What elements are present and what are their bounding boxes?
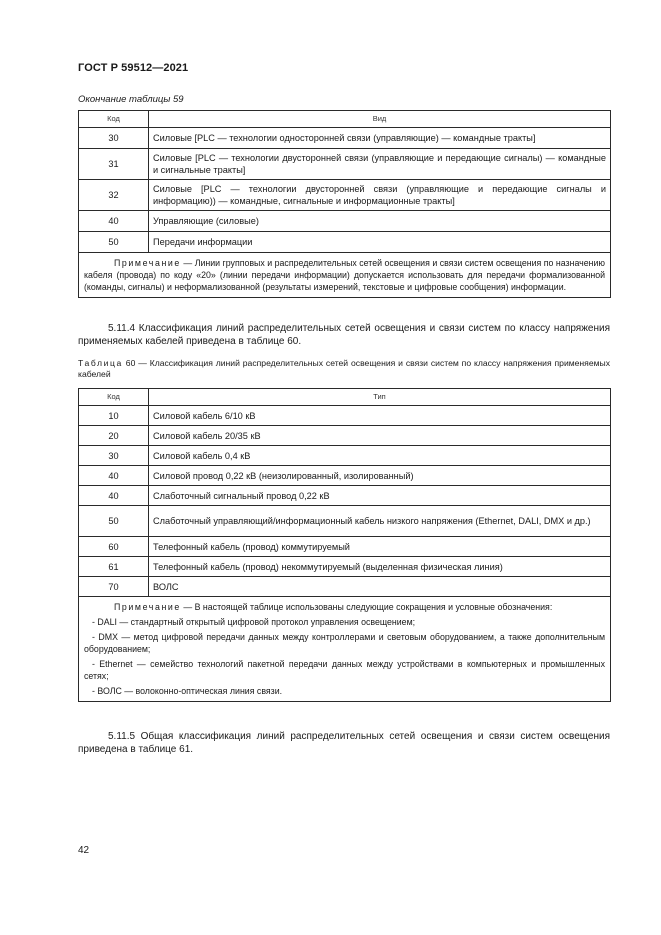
table-60-caption: [78, 358, 610, 380]
cell-code: 10: [79, 406, 149, 426]
cell-code: 31: [79, 149, 149, 180]
page-number: 42: [78, 845, 90, 856]
cell-code: 61: [79, 557, 149, 577]
table-row: [79, 446, 611, 466]
cell-code: 30: [79, 446, 149, 466]
table-row: [79, 577, 611, 597]
cell-desc: Телефонный кабель (провод) коммутируемый: [149, 537, 611, 557]
cell-code: 40: [79, 211, 149, 232]
note-label: Примечание: [114, 602, 181, 612]
note-item: - ВОЛС — волоконно-оптическая линия связи.: [92, 686, 283, 696]
table-60-note: [79, 597, 611, 702]
column-header-code: Код: [79, 389, 149, 406]
cell-desc: Силовые [PLC — технологии двусторонней связи (управляющие и передающие сигналы и информацию)) — командные, сигнальные и информационные тракты]: [149, 180, 611, 211]
table-row: [79, 537, 611, 557]
table-note-row: [79, 253, 611, 298]
table-row: [79, 211, 611, 232]
table-59-note: [79, 253, 611, 298]
cell-desc: Силовой провод 0,22 кВ (неизолированный, изолированный): [149, 466, 611, 486]
table-note-row: [79, 597, 611, 702]
column-header-code: Код: [79, 111, 149, 128]
cell-desc: Слаботочный сигнальный провод 0,22 кВ: [149, 486, 611, 506]
cell-desc: Силовые [PLC — технологии двусторонней связи (управляющие и передающие сигналы) — командные и сигнальные тракты]: [149, 149, 611, 180]
note-text: — В настоящей таблице использованы следующие сокращения и условные обозначения:: [180, 602, 553, 612]
cell-desc: Передачи информации: [149, 232, 611, 253]
note-item: - DMX — метод цифровой передачи данных между контроллерами и световым оборудованием, а также дополнительным оборудованием;: [84, 632, 605, 654]
cell-code: 70: [79, 577, 149, 597]
cell-code: 50: [79, 506, 149, 537]
table-row: [79, 128, 611, 149]
table-59: [78, 110, 611, 298]
table-row: [79, 486, 611, 506]
paragraph-5-11-4: 5.11.4 Классификация линий распределительных сетей освещения и связи систем по классу напряжения применяемых кабелей приведена в таблице 60.: [78, 323, 610, 347]
table-row: [79, 180, 611, 211]
cell-code: 20: [79, 426, 149, 446]
note-item: - DALI — стандартный открытый цифровой протокол управления освещением;: [92, 617, 416, 627]
cell-desc: Слаботочный управляющий/информационный кабель низкого напряжения (Ethernet, DALI, DMX и др.): [149, 506, 611, 537]
cell-code: 40: [79, 486, 149, 506]
table-row: [79, 406, 611, 426]
cell-code: 60: [79, 537, 149, 557]
table-header-row: [79, 389, 611, 406]
note-label: Примечание: [114, 258, 181, 268]
cell-desc: ВОЛС: [149, 577, 611, 597]
cell-desc: Силовой кабель 6/10 кВ: [149, 406, 611, 426]
document-header: ГОСТ Р 59512—2021: [78, 62, 189, 74]
cell-code: 40: [79, 466, 149, 486]
table-row: [79, 466, 611, 486]
cell-desc: Телефонный кабель (провод) некоммутируемый (выделенная физическая линия): [149, 557, 611, 577]
cell-code: 30: [79, 128, 149, 149]
table-60-caption-label: Таблица: [78, 358, 123, 368]
table-row: [79, 426, 611, 446]
note-text: — Линии групповых и распределительных сетей освещения и связи систем освещения по назначению кабеля (провода) по коду «20» (линии передачи информации) допускается использовать для передачи формализованной (команды, сигналы) и неформализованной (результаты измерений, текстовые и цифровые сообщения) информации.: [84, 258, 605, 292]
cell-code: 50: [79, 232, 149, 253]
cell-code: 32: [79, 180, 149, 211]
column-header-type: Тип: [149, 389, 611, 406]
cell-desc: Силовые [PLC — технологии односторонней связи (управляющие) — командные тракты]: [149, 128, 611, 149]
table-row: [79, 506, 611, 537]
table-60: [78, 388, 611, 702]
cell-desc: Управляющие (силовые): [149, 211, 611, 232]
cell-desc: Силовой кабель 0,4 кВ: [149, 446, 611, 466]
table-60-caption-text: 60 — Классификация линий распределительных сетей освещения и связи систем по классу напряжения применяемых кабелей: [78, 358, 610, 379]
table-header-row: [79, 111, 611, 128]
note-item: - Ethernet — семейство технологий пакетной передачи данных между устройствами в компьютерных и промышленных сетях;: [84, 659, 605, 681]
paragraph-5-11-5: 5.11.5 Общая классификация линий распределительных сетей освещения и связи систем освещения приведена в таблице 61.: [78, 731, 610, 755]
table-row: [79, 149, 611, 180]
table-row: [79, 557, 611, 577]
table-59-continuation-caption: Окончание таблицы 59: [78, 94, 184, 105]
column-header-kind: Вид: [149, 111, 611, 128]
table-row: [79, 232, 611, 253]
cell-desc: Силовой кабель 20/35 кВ: [149, 426, 611, 446]
